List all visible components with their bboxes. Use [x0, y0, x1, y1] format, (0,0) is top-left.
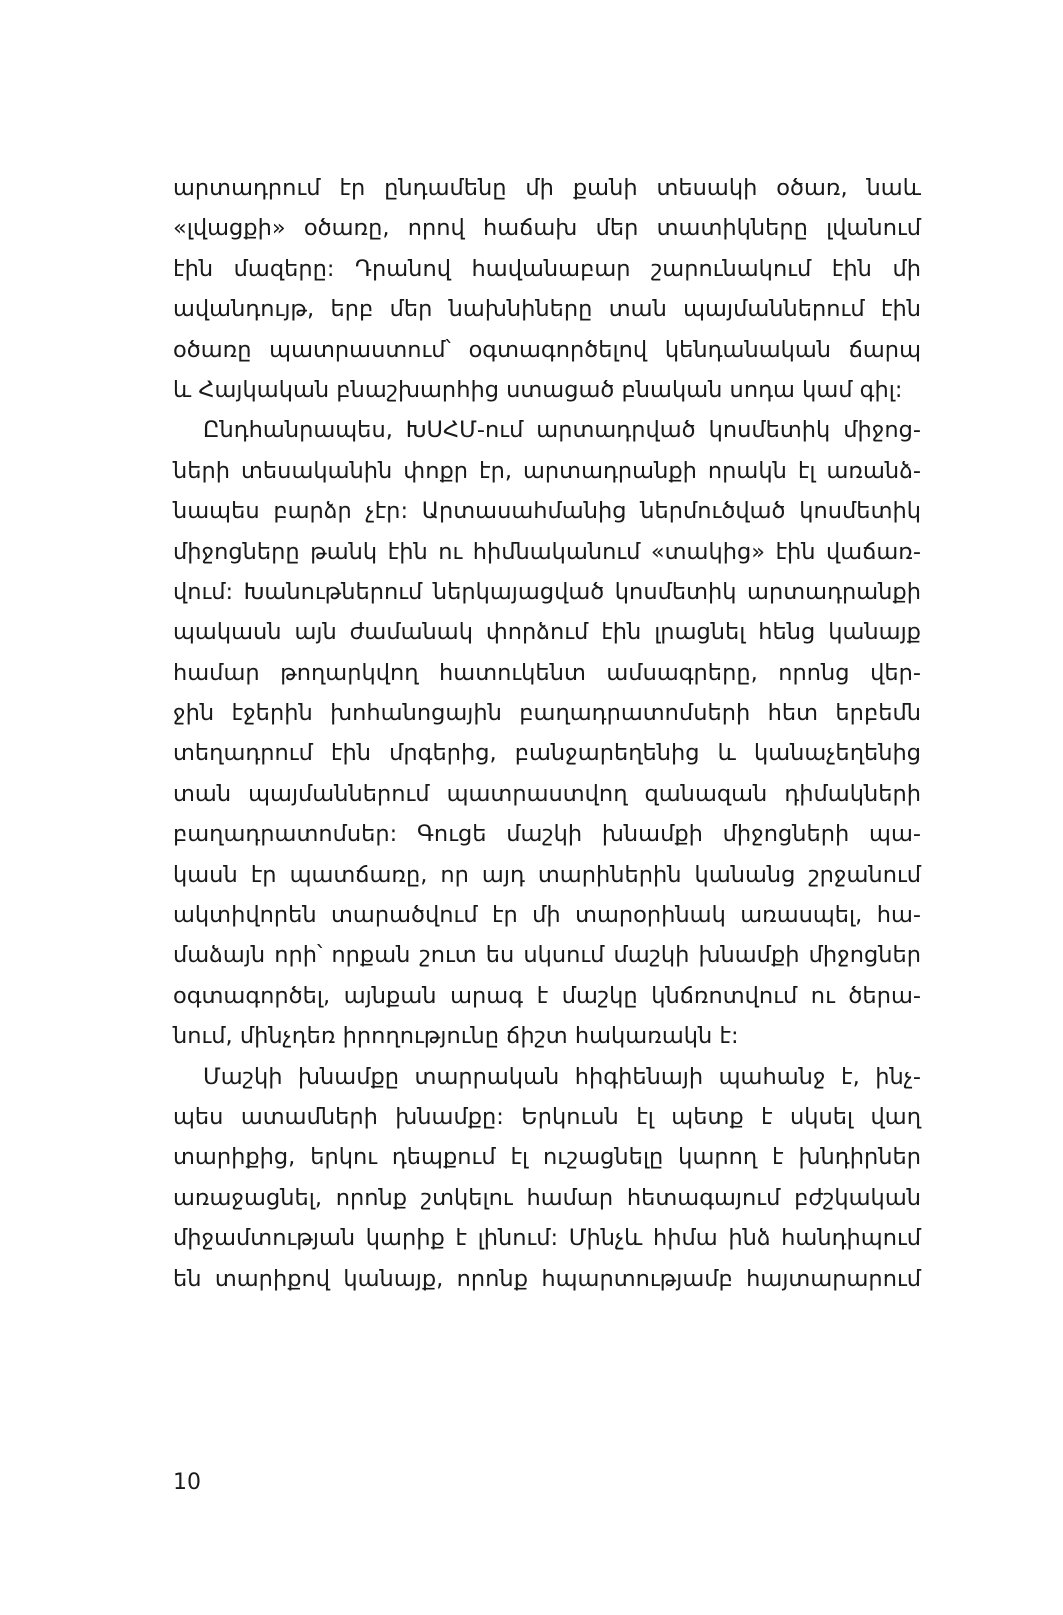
- body-text: [173, 168, 921, 1299]
- text-line-10: միջոցները թանկ էին ու հիմնականում «տակից» էին վաճառ-: [173, 538, 921, 565]
- text-line-28: են տարիքով կանայք, որոնք հպարտությամբ հայտարարում: [173, 1265, 921, 1292]
- text-line-25: տարիքից, երկու դեպքում էլ ուշացնելը կարող է խնդիրներ: [173, 1144, 921, 1171]
- text-line-12: պակասն այն ժամանակ փորձում էին լրացնել հենց կանայք: [173, 619, 921, 646]
- text-line-22: նում, մինչդեռ իրողությունը ճիշտ հակառակն է:: [173, 1023, 739, 1050]
- text-line-11: վում: Խանութներում ներկայացված կոսմետիկ արտադրանքի: [173, 578, 921, 605]
- text-line-7: Ընդհանրապես, ԽՍՀՄ-ում արտադրված կոսմետիկ միջոց-: [203, 417, 921, 444]
- text-line-4: ավանդույթ, երբ մեր նախնիները տան պայմաններում էին: [173, 296, 921, 323]
- text-line-1: արտադրում էր ընդամենը մի քանի տեսակի օծառ, նաև: [173, 175, 921, 201]
- page-number: 10: [173, 1470, 201, 1495]
- text-line-15: տեղադրում էին մրգերից, բանջարեղենից և կանաչեղենից: [173, 740, 921, 767]
- text-line-17: բաղադրատոմսեր: Գուցե մաշկի խնամքի միջոցների պա-: [173, 821, 921, 848]
- text-line-6: և Հայկական բնաշխարհից ստացած բնական սոդա կամ գիլ:: [173, 376, 903, 403]
- text-line-24: պես ատամների խնամքը: Երկուսն էլ պետք է սկսել վաղ: [173, 1103, 921, 1130]
- text-line-26: առաջացնել, որոնք շտկելու համար հետագայում բժշկական: [173, 1184, 921, 1211]
- text-line-21: օգտագործել, այնքան արագ է մաշկը կնճռոտվում ու ծերա-: [173, 982, 921, 1009]
- text-line-9: նապես բարձր չէր: Արտասահմանից ներմուծված կոսմետիկ: [173, 498, 921, 525]
- text-line-3: էին մազերը: Դրանով հավանաբար շարունակում էին մի: [173, 255, 921, 282]
- text-line-13: համար թողարկվող հատուկենտ ամսագրերը, որոնց վեր-: [173, 659, 921, 686]
- text-line-8: ների տեսականին փոքր էր, արտադրանքի որակն էլ առանձ-: [173, 457, 921, 484]
- text-line-20: մաձայն որի՝ որքան շուտ ես սկսում մաշկի խնամքի միջոցներ: [173, 942, 921, 969]
- text-line-2: «լվացքի» օծառը, որով հաճախ մեր տատիկները լվանում: [173, 215, 921, 242]
- text-line-18: կասն էր պատճառը, որ այդ տարիներին կանանց շրջանում: [173, 861, 921, 888]
- text-line-19: ակտիվորեն տարածվում էր մի տարօրինակ առասպել, հա-: [173, 902, 921, 929]
- text-line-5: օծառը պատրաստում՝ օգտագործելով կենդանական ճարպ: [173, 336, 921, 363]
- text-line-27: միջամտության կարիք է լինում: Մինչև հիմա ինձ հանդիպում: [173, 1225, 921, 1252]
- text-line-23: Մաշկի խնամքը տարրական հիգիենայի պահանջ է, ինչ-: [203, 1063, 921, 1090]
- text-line-14: ջին էջերին խոհանոցային բաղադրատոմսերի հետ երբեմն: [173, 700, 921, 727]
- text-line-16: տան պայմաններում պատրաստվող զանազան դիմակների: [173, 780, 921, 807]
